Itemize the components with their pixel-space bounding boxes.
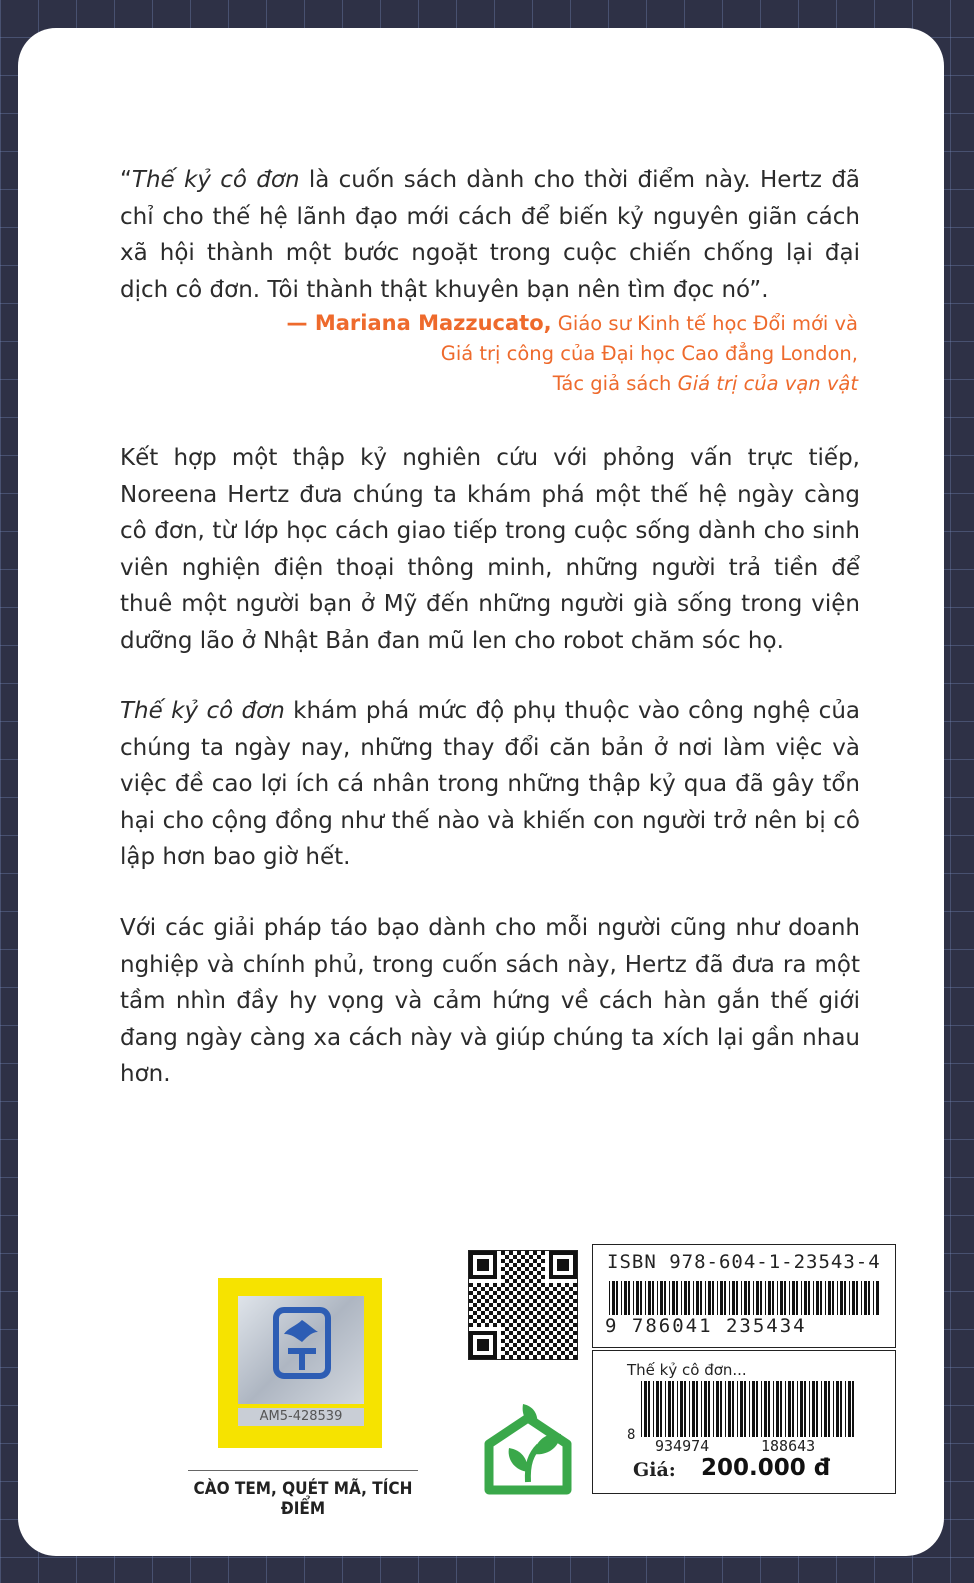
paragraph2-text: khám phá mức độ phụ thuộc vào công nghệ của chúng ta ngày nay, những thay đổi căn bản ở nơi làm việc và việc đề cao lợi ích cá nhân trong những thập kỷ qua đã gây tổn hại cho cộng đồng như thế nào và khiến con người trở nên bị cô lập hơn bao giờ hết. <box>120 698 860 870</box>
description-paragraph-3: Với các giải pháp táo bạo dành cho mỗi người cũng như doanh nghiệp và chính phủ, trong cuốn sách này, Hertz đã đưa ra một tầm nhìn đầy hy vọng và cảm hứng về cách hàn gắn thế giới đang ngày càng xa cách này và giúp chúng ta xích lại gần nhau hơn. <box>120 915 860 1087</box>
price-barcode-right-digits: 188643 <box>761 1437 816 1455</box>
attribution-role-line2: Giá trị công của Đại học Cao đẳng London, <box>440 342 858 365</box>
sticker-serial: AM5-428539 <box>238 1408 364 1426</box>
isbn-barcode <box>609 1281 881 1315</box>
quote-attribution <box>158 308 858 399</box>
quote-book-title: Thế kỷ cô đơn <box>131 167 300 193</box>
price-tag <box>592 1350 896 1494</box>
attribution-book-title: Giá trị của vạn vật <box>677 372 858 395</box>
quote-text: là cuốn sách dành cho thời điểm này. Hertz đã chỉ cho thế hệ lãnh đạo mới cách để biến kỷ nguyên giãn cách xã hội thành một bước ngoặt trong cuộc chiến chống lại đại dịch cô đơn. Tôi thành thật khuyên bạn nên tìm đọc nó”. <box>120 167 861 303</box>
hologram-seal-icon <box>238 1296 364 1404</box>
price-barcode-mid-digits: 934974 <box>655 1437 710 1455</box>
scratch-scan-caption: CÀO TEM, QUÉT MÃ, TÍCH ĐIỂM <box>188 1470 418 1519</box>
anti-counterfeit-sticker <box>218 1278 382 1448</box>
attribution-role-line1: Giáo sư Kinh tế học Đổi mới và <box>551 312 858 335</box>
price-tag-title: Thế kỷ cô đơn... <box>627 1361 747 1379</box>
attribution-role-line3: Tác giả sách <box>552 372 678 395</box>
qr-code-icon <box>468 1250 578 1360</box>
price-barcode-left-digit: 8 <box>627 1427 636 1443</box>
quote-open-mark: “ <box>120 167 132 193</box>
attribution-name: — Mariana Mazzucato, <box>286 311 552 335</box>
quote-paragraph <box>120 162 860 308</box>
price-label: Giá: <box>633 1459 676 1481</box>
isbn-barcode-box <box>592 1244 896 1348</box>
price-value: 200.000 đ <box>701 1455 831 1481</box>
isbn-barcode-digits: 9 786041 235434 <box>605 1315 807 1337</box>
description-paragraph-1: Kết hợp một thập kỷ nghiên cứu với phỏng vấn trực tiếp, Noreena Hertz đưa chúng ta khám phá một thế hệ ngày càng cô đơn, từ lớp học cách giao tiếp trong cuộc sống dành cho sinh viên nghiện điện thoại thông minh, những người trả tiền để thuê một người bạn ở Mỹ đến những người già sống trong viện dưỡng lão ở Nhật Bản đan mũ len cho robot chăm sóc họ. <box>120 445 860 654</box>
isbn-number: ISBN 978-604-1-23543-4 <box>607 1251 881 1273</box>
paragraph2-book-title: Thế kỷ cô đơn <box>120 698 285 724</box>
publisher-logo-icon <box>483 1398 573 1498</box>
description-paragraph-2 <box>120 693 860 876</box>
anti-counterfeit-sticker-area <box>188 1278 418 1519</box>
price-barcode <box>641 1381 855 1437</box>
